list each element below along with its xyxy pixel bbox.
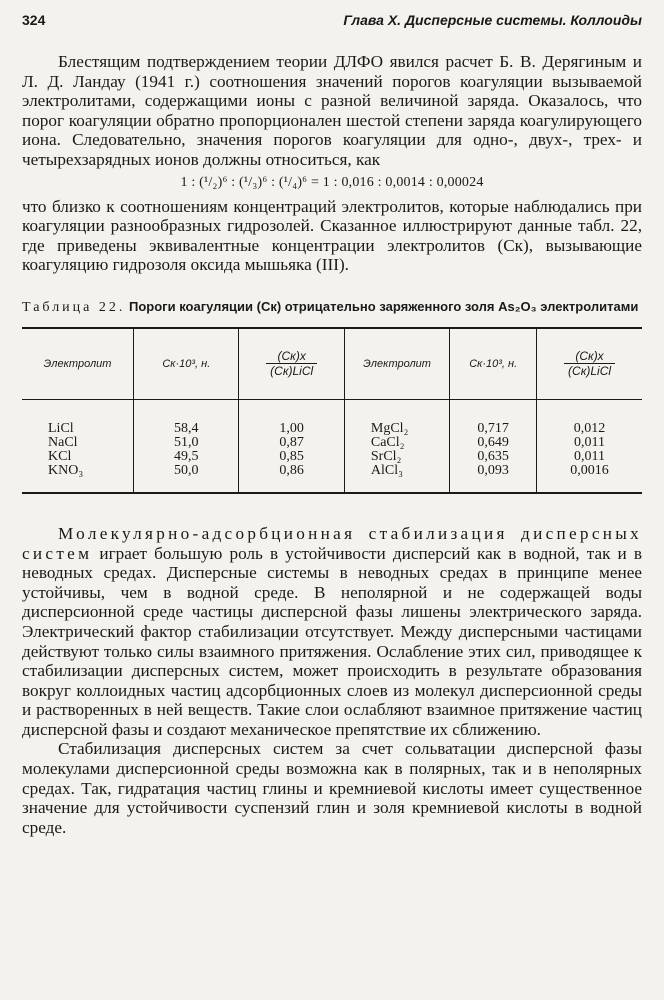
header-ck-left: Cк·10³, н.	[134, 328, 239, 400]
table-caption	[22, 299, 642, 315]
table-caption-label: Таблица 22.	[22, 299, 126, 315]
table-cell: CaCl₂	[370, 434, 405, 450]
chapter-title: Глава X. Дисперсные системы. Коллоиды	[343, 12, 642, 28]
table-cell: 51,0	[174, 434, 199, 450]
column-ck-left	[134, 399, 239, 493]
table-cell: MgCl₂	[370, 420, 409, 436]
table-caption-text: Пороги коагуляции (Cк) отрицательно заряженного золя As₂O₃ электролитами	[129, 298, 639, 314]
table-cell: 58,4	[174, 420, 199, 436]
section-text: играет большую роль в устойчивости дисперсий как в водной, так и в неводных средах. Дисперсные системы в неводных средах в принципе менее устойчивы, чем в водной среде. В неполярной и не содержащей воды дисперсионной среде частицы дисперсной фазы лишены электрического заряда. Электрический фактор стабилизации отсутствует. Между дисперсными частицами действуют только силы взаимного притяжения. Ослабление этих сил, приводящее к стабилизации дисперсных систем, может происходить в результате образования вокруг коллоидных частиц адсорбционных слоев из молекул дисперсионной среды и растворенных в ней веществ. Такие слои ослабляют взаимное притяжение частиц дисперсной фазы и создают механическое препятствие их сближению.	[22, 543, 643, 739]
paragraph-dlvo: Блестящим подтверждением теории ДЛФО явился расчет Б. В. Дерягиным и Л. Д. Ландау (1941 г.) соотношения значений порогов коагуляции вызываемой электролитами, содержащими ионы с разной величиной заряда. Оказалось, что порог коагуляции обратно пропорционален шестой степени заряда коагулирующего иона. Следовательно, значения порогов коагуляции для одно-, двух-, трех- и четырехзарядных ионов должны относиться, как	[22, 52, 642, 169]
table-cell: 0,85	[279, 448, 304, 464]
table-cell: KCl	[48, 448, 72, 464]
table-cell: 0,635	[477, 448, 509, 464]
table-cell: NaCl	[48, 434, 78, 450]
paragraph-molecular-adsorption	[22, 524, 642, 740]
paragraph-table-reference: что близко к соотношениям концентраций электролитов, которые наблюдались при коагуляции разнообразных гидрозолей. Сказанное иллюстрируют данные табл. 22, где приведены эквивалентные концентрации электролитов (Cк), вызывающие коагуляцию гидрозоля оксида мышьяка (III).	[22, 196, 642, 275]
table-cell: 0,011	[574, 434, 606, 450]
table-cell: 0,012	[573, 420, 606, 436]
page-number: 324	[22, 12, 46, 28]
table-cell: 0,717	[477, 420, 509, 436]
column-ratio-left	[239, 399, 344, 493]
table-cell: 49,5	[174, 448, 199, 464]
table-body-row	[22, 399, 642, 493]
table-cell: KNO₃	[48, 462, 84, 478]
table-cell: AlCl₃	[370, 462, 403, 478]
table-cell: 0,0016	[570, 462, 609, 478]
table-cell: 0,649	[477, 434, 509, 450]
table-cell: 0,093	[477, 462, 509, 478]
book-page	[22, 12, 642, 837]
section-term: Молекулярно-адсорбционная стабилизация дисперсных систем	[22, 523, 642, 563]
header-electrolyte-left: Электролит	[22, 328, 134, 400]
running-header	[22, 12, 642, 32]
header-electrolyte-right: Электролит	[344, 328, 449, 400]
column-electrolytes-left	[22, 399, 134, 493]
column-electrolytes-right	[344, 399, 449, 493]
table-cell: 0,86	[279, 462, 304, 478]
column-ratio-right	[537, 399, 642, 493]
coagulation-threshold-table	[22, 327, 642, 494]
table-cell: SrCl₂	[370, 448, 402, 464]
column-ck-right	[450, 399, 537, 493]
header-ck-right: Cк·10³, н.	[450, 328, 537, 400]
table-cell: 0,87	[279, 434, 304, 450]
ratio-denominator: (Cк)LiCl	[568, 364, 612, 379]
ratio-denominator: (Cк)LiCl	[270, 364, 314, 379]
table-cell: 50,0	[174, 462, 199, 478]
header-ratio-left	[239, 328, 344, 400]
table-cell: 1,00	[279, 420, 304, 436]
coagulation-ratio-formula: 1 : (¹/₂)⁶ : (¹/₃)⁶ : (¹/₄)⁶ = 1 : 0,016 : 0,0014 : 0,00024	[180, 174, 484, 190]
ratio-numerator: (Cк)x	[266, 349, 317, 364]
header-ratio-right	[537, 328, 642, 400]
table-cell: LiCl	[48, 420, 74, 436]
ratio-numerator: (Cк)x	[564, 349, 615, 364]
paragraph-solvation: Стабилизация дисперсных систем за счет сольватации дисперсной фазы молекулами дисперсионной среды возможна как в полярных, так и в неполярных средах. Так, гидратация частиц глины и кремниевой кислоты имеет существенное значение для устойчивости суспензий глин и золя кремниевой кислоты в водной среде.	[22, 739, 642, 837]
table-cell: 0,011	[574, 448, 606, 464]
